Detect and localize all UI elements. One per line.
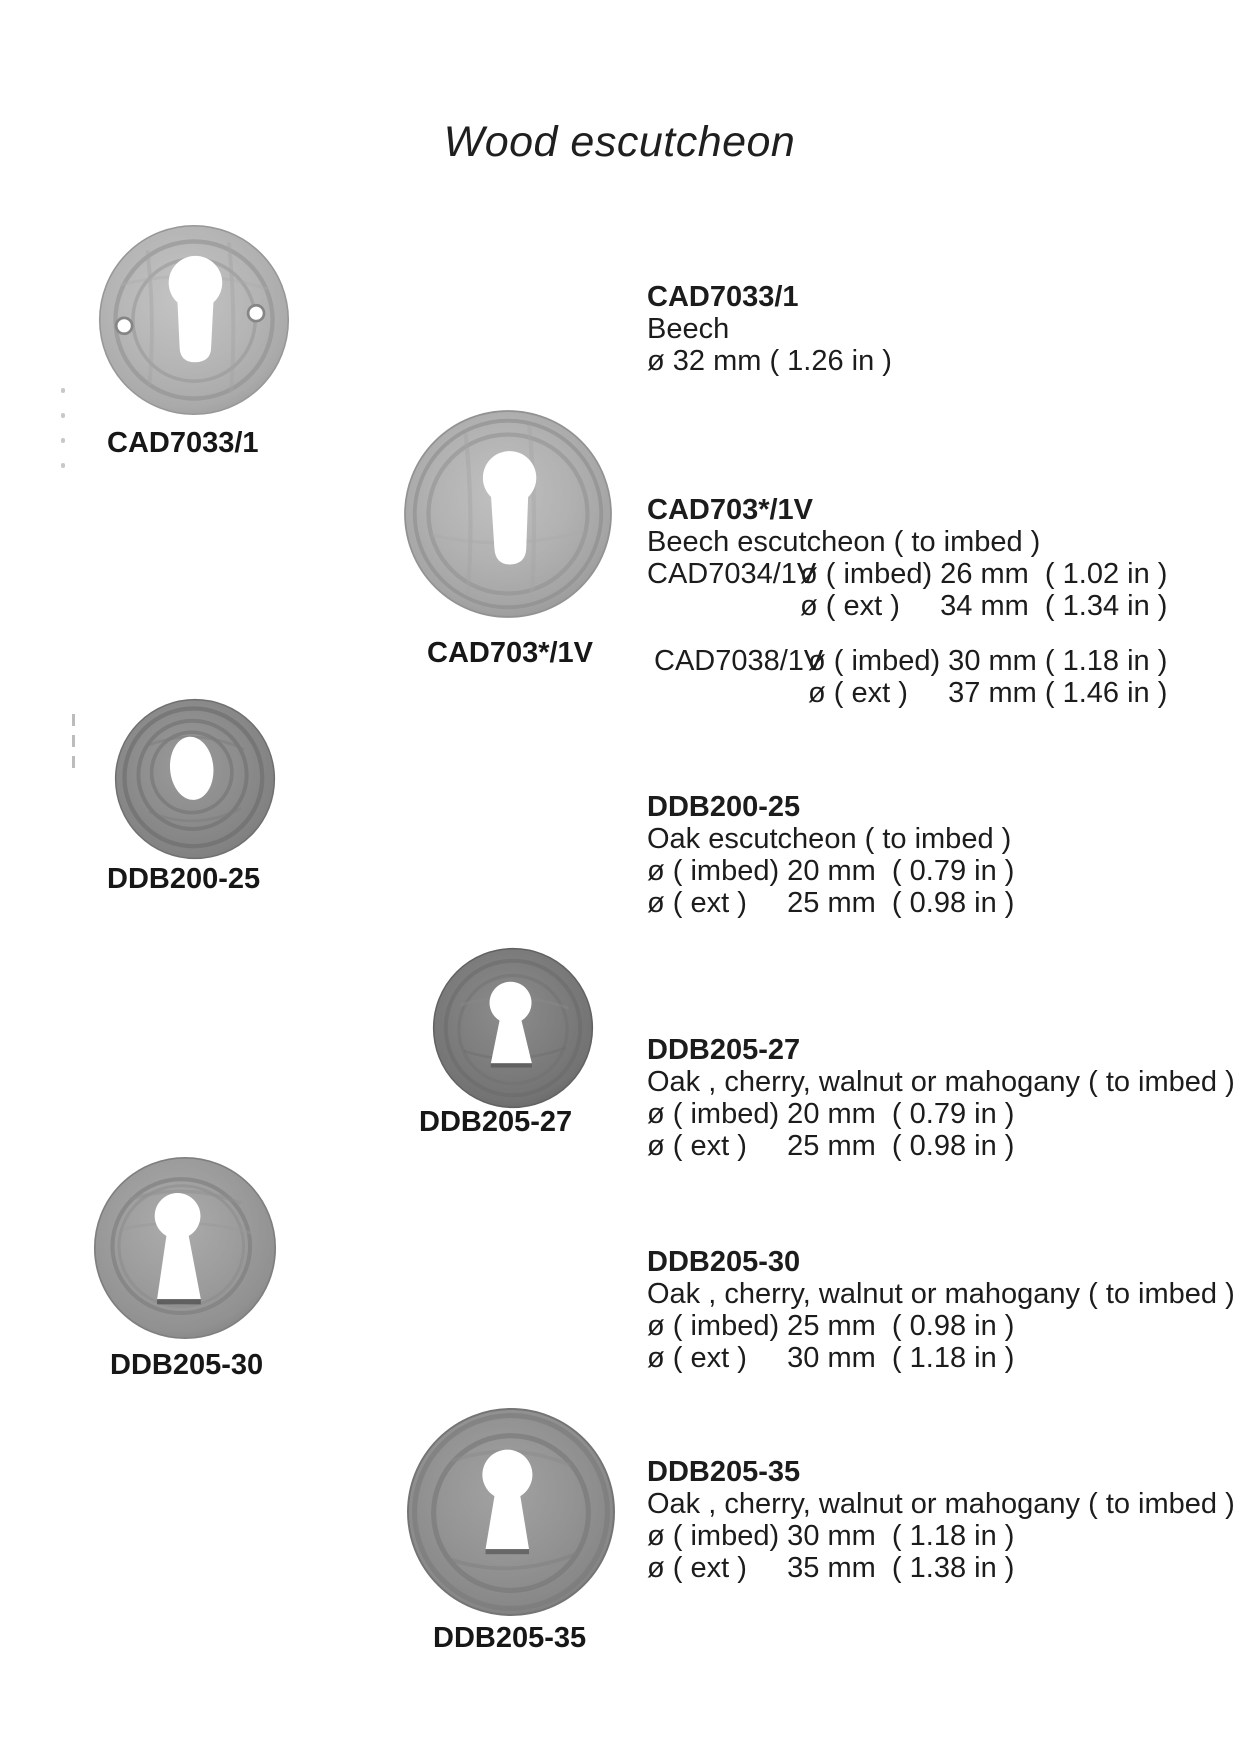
- product-spec: ø 32 mm ( 1.26 in ): [647, 345, 892, 377]
- product-code: CAD7033/1: [647, 281, 799, 313]
- variant-ext-spec: ø ( ext ) 34 mm ( 1.34 in ): [800, 590, 1168, 622]
- escutcheon-image: [92, 1155, 278, 1341]
- product-code: DDB205-27: [647, 1034, 801, 1066]
- product-description: Beech: [647, 313, 730, 345]
- product-info-cad703x-1v: [647, 494, 1167, 709]
- product-photo-ddb205-35: [405, 1406, 617, 1618]
- escutcheon-image: [97, 223, 291, 417]
- page-title: Wood escutcheon: [443, 118, 796, 166]
- product-description: Oak , cherry, walnut or mahogany ( to imbed ): [647, 1278, 1235, 1310]
- variant-imbed-spec: ø ( imbed) 30 mm ( 1.18 in ): [808, 645, 1168, 677]
- product-code: CAD703*/1V: [647, 494, 814, 526]
- product-photo-cad703x-1v: [402, 408, 614, 620]
- product-info-cad7033-1: [647, 281, 892, 377]
- product-photo-ddb200-25: [113, 697, 277, 861]
- photo-caption-ddb200-25: DDB200-25: [107, 863, 261, 895]
- photo-caption-ddb205-30: DDB205-30: [110, 1349, 264, 1381]
- variant-name: CAD7038/1V: [654, 645, 832, 677]
- escutcheon-image: [402, 408, 614, 620]
- product-photo-ddb205-30: [92, 1155, 278, 1341]
- escutcheon-image: [431, 946, 595, 1110]
- product-description: Oak , cherry, walnut or mahogany ( to imbed ): [647, 1488, 1235, 1520]
- product-imbed-spec: ø ( imbed) 20 mm ( 0.79 in ): [647, 855, 1015, 887]
- scan-artifact-dots: [61, 388, 65, 488]
- product-code: DDB205-30: [647, 1246, 801, 1278]
- product-ext-spec: ø ( ext ) 25 mm ( 0.98 in ): [647, 887, 1015, 919]
- product-ext-spec: ø ( ext ) 30 mm ( 1.18 in ): [647, 1342, 1015, 1374]
- product-photo-cad7033-1: [97, 223, 291, 417]
- product-photo-ddb205-27: [431, 946, 595, 1110]
- variant-name-spacer: [647, 677, 808, 709]
- escutcheon-image: [405, 1406, 617, 1618]
- product-imbed-spec: ø ( imbed) 30 mm ( 1.18 in ): [647, 1520, 1015, 1552]
- variant-name-spacer: [647, 590, 800, 622]
- variant-cad7034-1v: [647, 558, 1167, 622]
- product-info-ddb205-35: [647, 1456, 1235, 1584]
- escutcheon-image: [113, 697, 277, 861]
- variant-imbed-spec: ø ( imbed) 26 mm ( 1.02 in ): [800, 558, 1168, 590]
- scan-artifact-dashes: [72, 714, 75, 777]
- product-ext-spec: ø ( ext ) 25 mm ( 0.98 in ): [647, 1130, 1015, 1162]
- product-ext-spec: ø ( ext ) 35 mm ( 1.38 in ): [647, 1552, 1015, 1584]
- product-description: Beech escutcheon ( to imbed ): [647, 526, 1041, 558]
- photo-caption-ddb205-35: DDB205-35: [433, 1622, 587, 1654]
- product-info-ddb205-30: [647, 1246, 1235, 1374]
- photo-caption-ddb205-27: DDB205-27: [419, 1106, 573, 1138]
- product-code: DDB200-25: [647, 791, 801, 823]
- product-info-ddb200-25: [647, 791, 1014, 919]
- product-description: Oak , cherry, walnut or mahogany ( to imbed ): [647, 1066, 1235, 1098]
- variant-ext-spec: ø ( ext ) 37 mm ( 1.46 in ): [808, 677, 1168, 709]
- product-code: DDB205-35: [647, 1456, 801, 1488]
- variant-cad7038-1v: [647, 645, 1167, 709]
- variant-name: CAD7034/1V: [647, 558, 825, 590]
- photo-caption-cad7033-1: CAD7033/1: [107, 427, 259, 459]
- product-imbed-spec: ø ( imbed) 25 mm ( 0.98 in ): [647, 1310, 1015, 1342]
- product-info-ddb205-27: [647, 1034, 1235, 1162]
- product-imbed-spec: ø ( imbed) 20 mm ( 0.79 in ): [647, 1098, 1015, 1130]
- photo-caption-cad703x-1v: CAD703*/1V: [427, 637, 594, 669]
- product-description: Oak escutcheon ( to imbed ): [647, 823, 1012, 855]
